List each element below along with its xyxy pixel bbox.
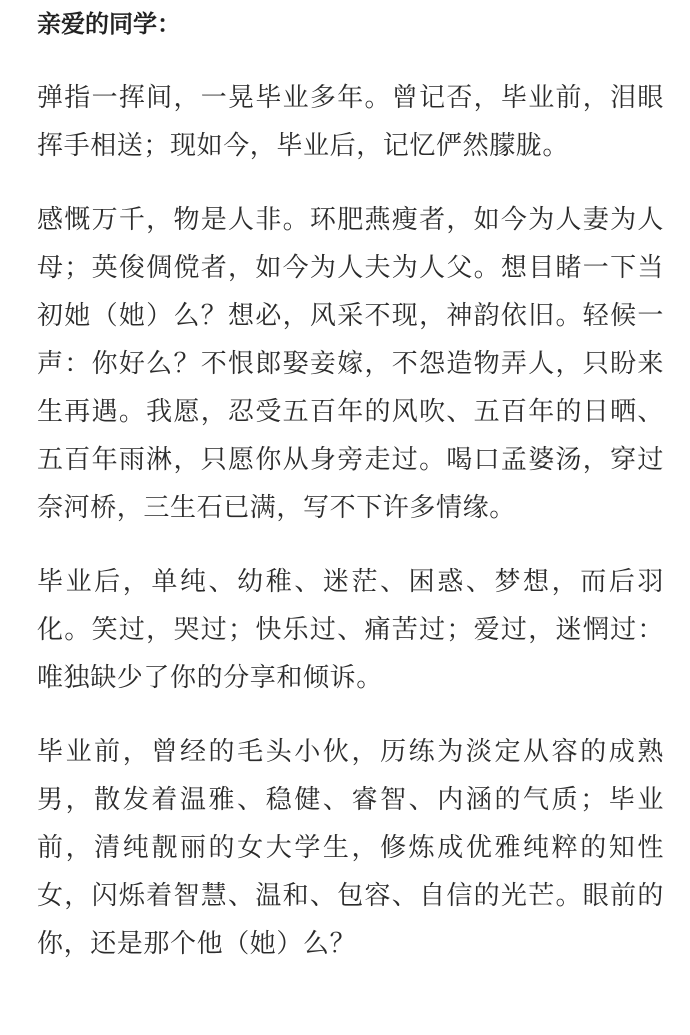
letter-paragraph: 毕业后，单纯、幼稚、迷茫、困惑、梦想，而后羽化。笑过，哭过；快乐过、痛苦过；爱过，迷惘过：唯独缺少了你的分享和倾诉。 <box>37 567 664 693</box>
letter-paragraph: 感慨万千，物是人非。环肥燕瘦者，如今为人妻为人母；英俊倜傥者，如今为人夫为人父。想目睹一下当初她（她）么？想必，风采不现，神韵依旧。轻候一声：你好么？不恨郎娶妾嫁，不怨造物弄人，只盼来生再遇。我愿，忍受五百年的风吹、五百年的日晒、五百年雨淋，只愿你从身旁走过。喝口孟婆汤，穿过奈河桥，三生石已满，写不下许多情缘。 <box>37 205 664 523</box>
letter-paragraph: 毕业前，曾经的毛头小伙，历练为淡定从容的成熟男，散发着温雅、稳健、睿智、内涵的气质；毕业前，清纯靓丽的女大学生，修炼成优雅纯粹的知性女，闪烁着智慧、温和、包容、自信的光芒。眼前的你，还是那个他（她）么？ <box>37 737 664 959</box>
letter-greeting: 亲爱的同学： <box>37 10 181 38</box>
letter-paragraph: 弹指一挥间，一晃毕业多年。曾记否，毕业前，泪眼挥手相送；现如今，毕业后，记忆俨然朦胧。 <box>37 83 664 161</box>
